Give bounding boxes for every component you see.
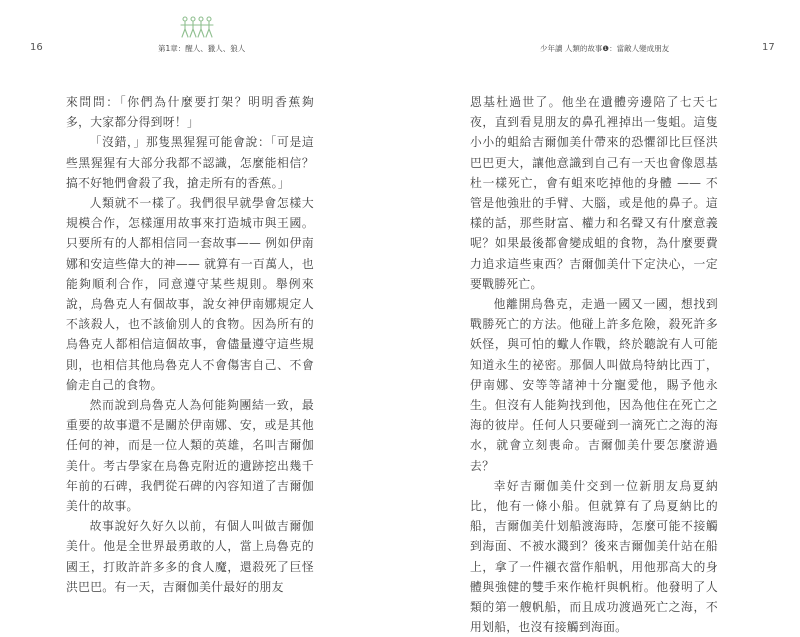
paragraph: 他離開烏魯克，走過一國又一國，想找到戰勝死亡的方法。他碰上許多危險，殺死許多妖怪，與可怕的蠍人作戰，終於聽說有人可能知道永生的祕密。那個人叫做烏特納比西丁，伊南娜、安等等諸神十分寵愛他，賜予他永生。但沒有人能夠找到他，因為他住在死亡之海的彼岸。任何人只要碰到一滴死亡之海的海水，就會立刻喪命。吉爾伽美什要怎麼游過去？ — [470, 297, 718, 473]
paragraph: 來問問：「你們為什麼要打架？明明香蕉夠多，大家都分得到呀！」 — [66, 95, 314, 130]
paragraph: 「沒錯，」那隻黑猩猩可能會說：「可是這些黑猩猩有大部分我都不認識，怎麼能相信？搞不好牠們會殺了我，搶走所有的香蕉。」 — [66, 135, 314, 190]
page-number: 16 — [30, 42, 43, 53]
body-text — [470, 92, 718, 637]
right-page — [400, 0, 800, 635]
running-head: 少年讀 人類的故事❶：當敵人變成朋友 — [540, 44, 670, 53]
left-page — [0, 0, 400, 594]
paragraph: 故事說好久好久以前，有個人叫做吉爾伽美什。他是全世界最勇敢的人，當上烏魯克的國王，打敗許許多多的食人魔，還殺死了巨怪洪巴巴。有一天，吉爾伽美什最好的朋友 — [66, 519, 314, 594]
body-text — [66, 92, 314, 597]
paragraph: 人類就不一樣了。我們很早就學會怎樣大規模合作，怎樣運用故事來打造城市與王國。只要所有的人都相信同一套故事—— 例如伊南娜和安這些偉大的神—— 就算有一百萬人，也能夠順利合作，同意遵守某些規則。舉例來說，烏魯克人有個故事，說女神伊南娜規定人不該殺人，也不該偷別人的食物。因為所有的烏魯克人都相信這個故事，會儘量遵守這些規則，也相信其他烏魯克人不會傷害自己、不會偷走自己的食物。 — [66, 196, 314, 392]
paragraph: 恩基杜過世了。他坐在遺體旁邊陪了七天七夜，直到看見朋友的鼻孔裡掉出一隻蛆。這隻小小的蛆給吉爾伽美什帶來的恐懼卻比巨怪洪巴巴更大，讓他意識到自己有一天也會像恩基杜一樣死亡，會有蛆來吃掉他的身體 —— 不管是他強壯的手臂、大腦，或是他的鼻子。這樣的話，那些財富、權力和名聲又有什麼意義呢？如果最後都會變成蛆的食物，為什麼要費力追求這些東西？吉爾伽美什下定決心，一定要戰勝死亡。 — [470, 95, 718, 291]
paragraph: 然而說到烏魯克人為何能夠團結一致，最重要的故事還不是關於伊南娜、安，或是其他任何的神，而是一位人類的英雄，名叫吉爾伽美什。考古學家在烏魯克附近的遺跡挖出幾千年前的石碑，我們從石碑的內容知道了吉爾伽美什的故事。 — [66, 398, 314, 514]
four-people-holding-hands-icon — [180, 16, 216, 40]
paragraph: 幸好吉爾伽美什交到一位新朋友烏夏納比，他有一條小船。但就算有了烏夏納比的船，吉爾伽美什划船渡海時，怎麼可能不接觸到海面、不被水濺到？後來吉爾伽美什站在船上，拿了一件襯衣當作船帆，用他那高大的身體與強健的雙手來作桅杆與帆桁。他發明了人類的第一艘帆船，而且成功渡過死亡之海，不用划船，也沒有接觸到海面。 — [470, 478, 718, 635]
running-head: 第1章：醒人、獵人、狼人 — [158, 44, 246, 53]
page-number: 17 — [762, 42, 775, 53]
